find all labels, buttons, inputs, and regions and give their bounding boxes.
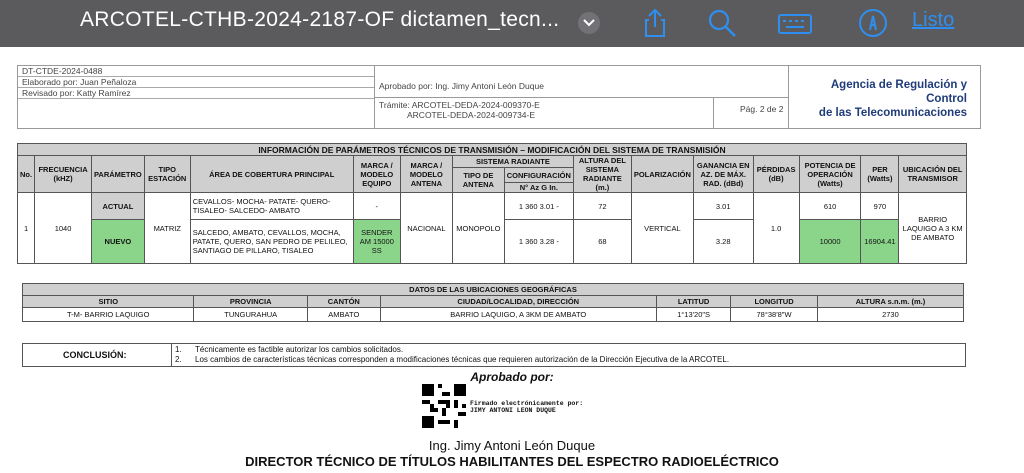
tramite-1: Trámite: ARCOTEL-DEDA-2024-009370-E [379, 100, 540, 110]
share-icon[interactable] [640, 8, 670, 38]
tech-params-table: INFORMACIÓN DE PARÁMETROS TÉCNICOS DE TRANSMISIÓN – MODIFICACIÓN DEL SISTEMA DE TRANSMISIÓN No. FRECUENCIA (kHZ) PARÁMETRO TIPO ESTACIÓN ÁREA DE COBERTURA PRINCIPAL MARCA / MODELO EQUIPO MARCA / MODELO ANTENA SISTEMA RADIANTE ALTURA DEL SISTEMA RADIANTE (m.) POLARIZACIÓN GANANCIA EN AZ. DE MÁX. RAD. (dBd) PÉRDIDAS (dB) POTENCIA DE OPERACIÓN (Watts) PER (Watts) UBICACIÓN DEL TRANSMISOR TIPO DE ANTENA CONFIGURACIÓN N° Az G In. 1 1040 ACTUAL MATRIZ CEVALLOS- MOCHA- PATATE- QUERO- TISALEO- SALCEDO- AMBATO - NACIONAL MONOPOLO 1 360 3.01 - 72 VERTICAL 3.01 1.0 610 970 BARRIO LAQUIGO A 3 KM DE AMBATO NUEVO SALCEDO, AMBATO, CEVALLOS, MOCHA, PATATE, QUERO, SAN PEDRO DE PELILEO, SANTIAGO DE PILLARO, TISALEO SENDER AM 15000 SS 1 360 3.28 - 68 3.28 10000 16904.41 [17, 143, 967, 264]
doc-code: DT-CTDE-2024-0488 [18, 66, 374, 77]
signer-role: DIRECTOR TÉCNICO DE TÍTULOS HABILITANTES DEL ESPECTRO RADIOELÉCTRICO [245, 454, 779, 469]
reviewed-by: Revisado por: Katty Ramírez [18, 88, 374, 99]
pdf-toolbar [0, 0, 1024, 47]
highlight-per: 16904.41 [861, 220, 899, 264]
document-page [0, 47, 1024, 473]
qr-code-icon [422, 384, 466, 428]
approved-by: Aprobado por: Ing. Jimy Antoni León Duque [379, 81, 544, 91]
chevron-down-icon [583, 18, 595, 27]
signature-stamp: Firmado electrónicamente por: JIMY ANTONI LEON DUQUE [470, 400, 584, 414]
approved-label: Aprobado por: [470, 370, 554, 384]
prepared-by: Elaborado por: Juan Peñaloza [18, 77, 374, 88]
title-menu-button[interactable] [578, 12, 600, 34]
agency-name: Agencia de Regulación y Control de las Telecomunicaciones [818, 79, 967, 119]
page-number: Pág. 2 de 2 [740, 104, 784, 114]
markup-icon[interactable] [778, 8, 812, 38]
highlight-potencia: 10000 [799, 220, 861, 264]
geo-table: DATOS DE LAS UBICACIONES GEOGRÁFICAS SITIO PROVINCIA CANTÓN CIUDAD/LOCALIDAD, DIRECCIÓN LATITUD LONGITUD ALTURA s.n.m. (m.) T-M- BARRIO LAQUIGO TUNGURAHUA AMBATO BARRIO LAQUIGO, A 3KM DE AMBATO 1°13'20"S 78°38'8"W 2730 [22, 283, 964, 322]
document-title: ARCOTEL-CTHB-2024-2187-OF dictamen_tecn... [80, 8, 560, 31]
highlight-equipo: SENDER AM 15000 SS [353, 220, 400, 264]
signer-name: Ing. Jimy Antoni León Duque [428, 438, 596, 453]
conclusion-box: CONCLUSIÓN: 1. Técnicamente es factible autorizar los cambios solicitados. 2. Los cambios de características técnicas corresponden a modificaciones técnicas que requieren autorización de la Dirección Ejecutiva de la ARCOTEL. [22, 343, 966, 367]
done-button[interactable]: Listo [912, 9, 955, 31]
doc-header [17, 65, 981, 129]
search-icon[interactable] [707, 8, 737, 38]
pen-icon[interactable] [858, 8, 888, 38]
highlight-nuevo: NUEVO [91, 220, 144, 264]
tramite-2: ARCOTEL-DEDA-2024-009734-E [407, 110, 536, 120]
